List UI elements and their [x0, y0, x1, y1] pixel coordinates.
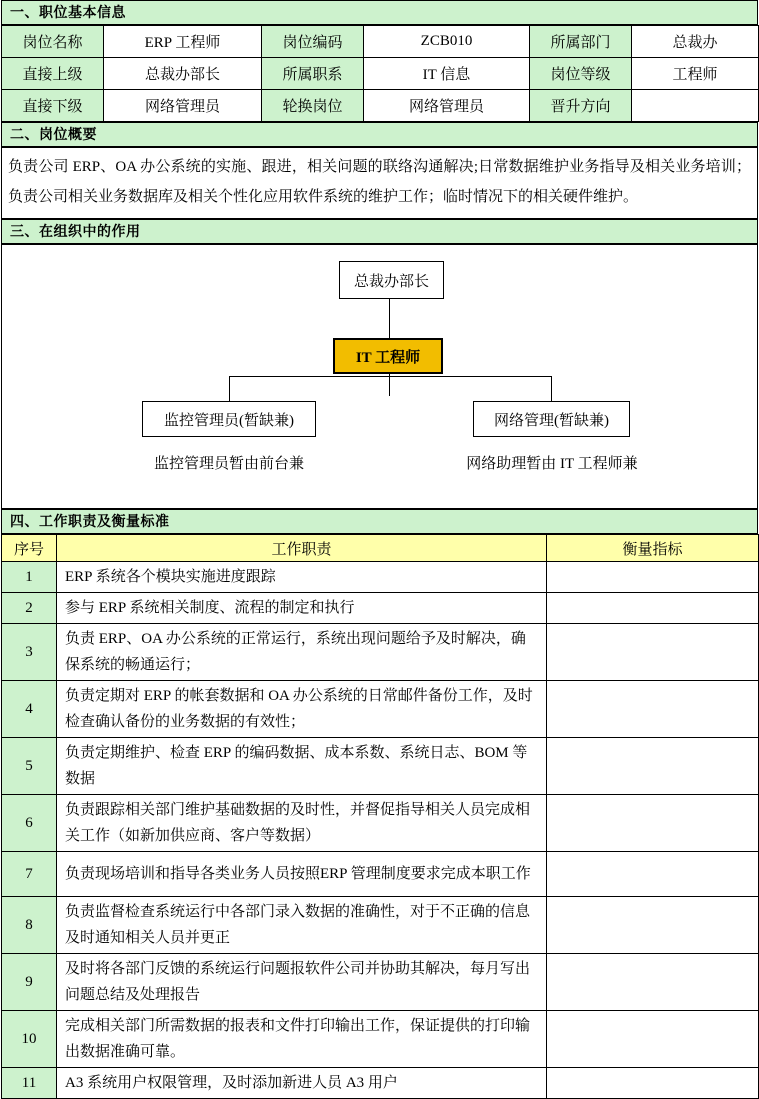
duty-text: 负责 ERP、OA 办公系统的正常运行，系统出现问题给予及时解决，确保系统的畅通运行；: [57, 624, 547, 681]
job-summary-text: 负责公司 ERP、OA 办公系统的实施、跟进，相关问题的联络沟通解决;日常数据维护业务指导及相关业务培训；负责公司相关业务数据库及相关个性化应用软件系统的维护工作；临时情况下的相关硬件维护。: [1, 147, 758, 219]
section-heading-summary: 二、岗位概要: [1, 122, 758, 147]
duty-text: 负责定期对 ERP 的帐套数据和 OA 办公系统的日常邮件备份工作，及时检查确认备份的业务数据的有效性；: [57, 681, 547, 738]
table-row: [2, 1011, 759, 1068]
table-row: [2, 624, 759, 681]
duty-no: 11: [2, 1068, 57, 1099]
field-value: 工程师: [632, 58, 759, 90]
field-label: 直接上级: [2, 58, 104, 90]
table-row: [2, 897, 759, 954]
field-label: 岗位名称: [2, 26, 104, 58]
table-row: [2, 1068, 759, 1099]
duties-header-row: [2, 535, 759, 562]
duty-metric: [547, 624, 759, 681]
column-header-metric: 衡量指标: [547, 535, 759, 562]
section-heading-duties: 四、工作职责及衡量标准: [1, 509, 758, 534]
field-value: ZCB010: [364, 26, 530, 58]
duty-no: 2: [2, 593, 57, 624]
table-row: [2, 795, 759, 852]
section-heading-org-role: 三、在组织中的作用: [1, 219, 758, 244]
duty-metric: [547, 1068, 759, 1099]
duty-metric: [547, 852, 759, 897]
duty-no: 10: [2, 1011, 57, 1068]
duty-text: 负责现场培训和指导各类业务人员按照ERP 管理制度要求完成本职工作: [57, 852, 547, 897]
duty-metric: [547, 897, 759, 954]
basic-info-table: [1, 25, 759, 122]
org-note-network: 网络助理暂由 IT 工程师兼: [466, 456, 638, 472]
duty-metric: [547, 681, 759, 738]
field-label: 岗位编码: [262, 26, 364, 58]
field-label: 直接下级: [2, 90, 104, 122]
field-value: IT 信息: [364, 58, 530, 90]
table-row: [2, 562, 759, 593]
duty-metric: [547, 795, 759, 852]
connector-root-to-focus: [389, 299, 390, 338]
org-node-child-network: 网络管理(暂缺兼): [473, 401, 630, 437]
field-value: ERP 工程师: [104, 26, 262, 58]
table-row: [2, 593, 759, 624]
duty-no: 9: [2, 954, 57, 1011]
table-row: [2, 681, 759, 738]
duty-no: 3: [2, 624, 57, 681]
duty-no: 8: [2, 897, 57, 954]
org-node-focus: IT 工程师: [333, 338, 443, 374]
duty-no: 1: [2, 562, 57, 593]
connector-focus-to-bus: [389, 374, 390, 396]
connector-bus-to-right-child: [551, 376, 552, 402]
field-value: 网络管理员: [364, 90, 530, 122]
field-value: [632, 90, 759, 122]
table-row: [2, 90, 759, 122]
connector-bus-to-left-child: [229, 376, 230, 402]
field-label: 所属职系: [262, 58, 364, 90]
duty-text: ERP 系统各个模块实施进度跟踪: [57, 562, 547, 593]
column-header-duty: 工作职责: [57, 535, 547, 562]
duty-no: 6: [2, 795, 57, 852]
duty-no: 5: [2, 738, 57, 795]
field-label: 所属部门: [530, 26, 632, 58]
table-row: [2, 738, 759, 795]
field-value: 网络管理员: [104, 90, 262, 122]
field-value: 总裁办部长: [104, 58, 262, 90]
org-note-monitoring: 监控管理员暂由前台兼: [153, 456, 304, 472]
duty-text: A3 系统用户权限管理，及时添加新进人员 A3 用户: [57, 1068, 547, 1099]
org-node-root: 总裁办部长: [339, 261, 444, 299]
duty-text: 负责跟踪相关部门维护基础数据的及时性，并督促指导相关人员完成相关工作（如新加供应商、客户等数据）: [57, 795, 547, 852]
connector-horizontal-bus: [229, 376, 552, 377]
duty-metric: [547, 738, 759, 795]
org-chart: [1, 244, 758, 509]
table-row: [2, 954, 759, 1011]
duties-table: [1, 534, 759, 1099]
duty-text: 及时将各部门反馈的系统运行问题报软件公司并协助其解决，每月写出问题总结及处理报告: [57, 954, 547, 1011]
org-node-child-monitoring: 监控管理员(暂缺兼): [142, 401, 316, 437]
column-header-no: 序号: [2, 535, 57, 562]
duty-text: 参与 ERP 系统相关制度、流程的制定和执行: [57, 593, 547, 624]
duty-text: 完成相关部门所需数据的报表和文件打印输出工作，保证提供的打印输出数据准确可靠。: [57, 1011, 547, 1068]
duty-text: 负责定期维护、检查 ERP 的编码数据、成本系数、系统日志、BOM 等数据: [57, 738, 547, 795]
section-heading-basic-info: 一、职位基本信息: [1, 0, 758, 25]
duty-metric: [547, 562, 759, 593]
duty-metric: [547, 593, 759, 624]
field-label: 轮换岗位: [262, 90, 364, 122]
table-row: [2, 26, 759, 58]
duty-metric: [547, 1011, 759, 1068]
duty-no: 7: [2, 852, 57, 897]
table-row: [2, 852, 759, 897]
duty-text: 负责监督检查系统运行中各部门录入数据的准确性，对于不正确的信息及时通知相关人员并更正: [57, 897, 547, 954]
field-label: 岗位等级: [530, 58, 632, 90]
field-label: 晋升方向: [530, 90, 632, 122]
duty-no: 4: [2, 681, 57, 738]
table-row: [2, 58, 759, 90]
field-value: 总裁办: [632, 26, 759, 58]
duty-metric: [547, 954, 759, 1011]
